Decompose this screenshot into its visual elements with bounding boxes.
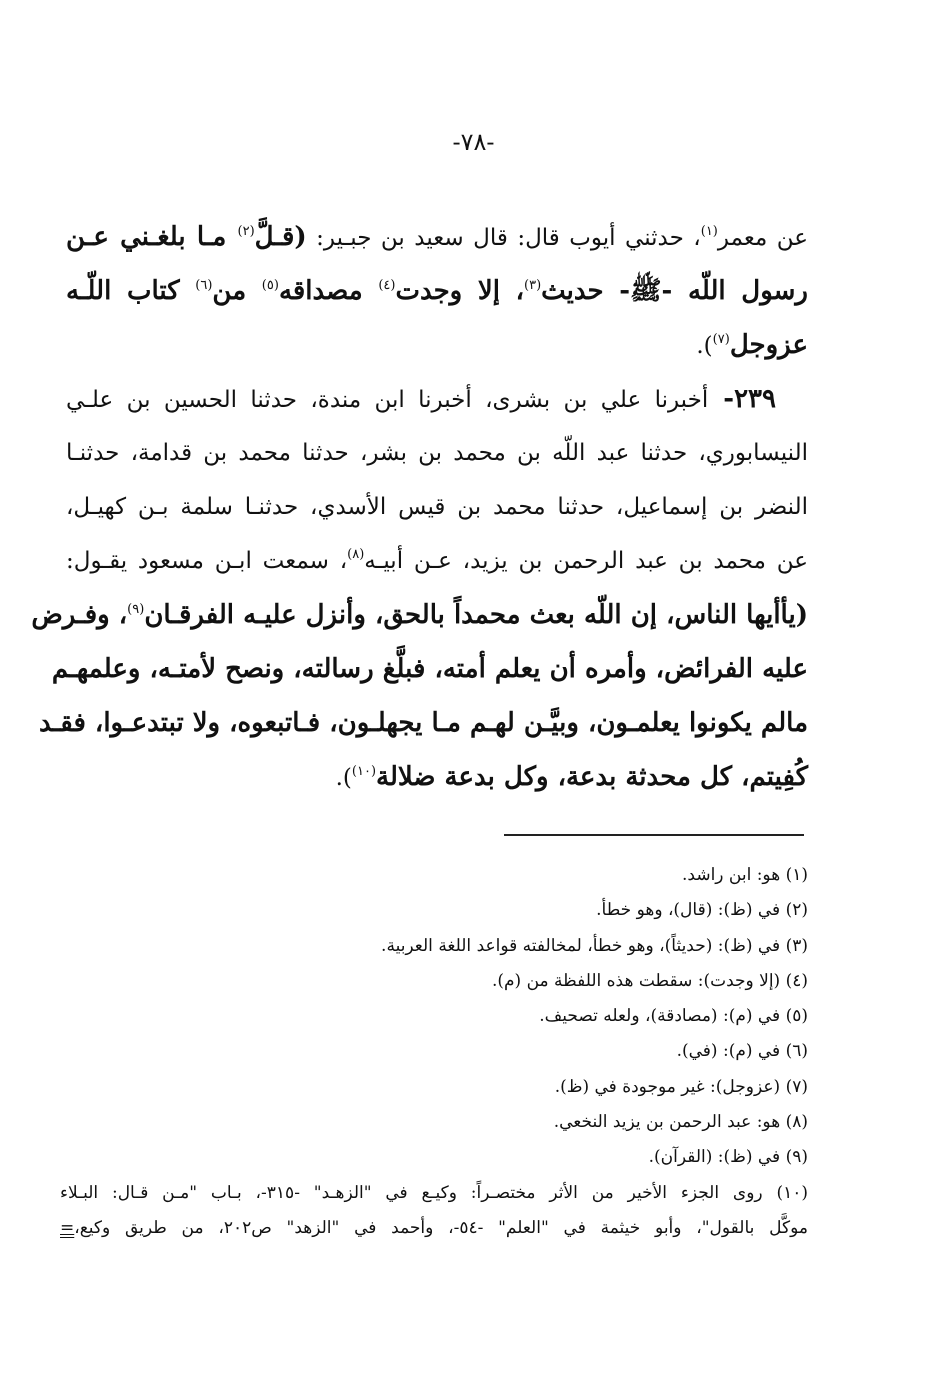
text-line xyxy=(66,318,808,372)
quote-text: (يأأيها الناس، إن اللّه بعث محمداً بالحق، وأنزل عليـه الفرقـان xyxy=(144,600,808,630)
quote-text: عزوجل xyxy=(729,330,808,360)
footnote: (٩) في (ظ): (القرآن). xyxy=(648,1147,808,1168)
quote-text: (قـلَّ xyxy=(254,222,307,252)
footnote: (٦) في (م): (في). xyxy=(676,1041,808,1062)
quote-text: من xyxy=(212,276,262,306)
text-line: النضر بن إسماعيل، حدثنا محمد بن قيس الأسدي، حدثنـا سلمة بـن كهيـل، xyxy=(66,494,808,520)
hadith-number: ٢٣٩ xyxy=(734,384,776,414)
quote-text: ، إلا وجدت xyxy=(395,276,524,306)
continuation-mark: = xyxy=(60,1217,75,1238)
text-line xyxy=(66,210,808,264)
text-run: عن محمد بن عبد الرحمن بن يزيد، عـن أبيـه xyxy=(364,548,808,574)
text-line: عليه الفرائض، وأمره أن يعلم أمته، فبلَّغ رسالته، ونصح لأمتـه، وعلمهـم xyxy=(51,654,808,684)
hadith-dash: - xyxy=(708,384,735,414)
quote-text: مـا بلغـني عـن xyxy=(66,222,238,252)
footnote-ref: (١٠) xyxy=(351,764,377,779)
footnote-ref: (٣) xyxy=(524,278,542,293)
quote-text: كُفِيتم، كل محدثة بدعة، وكل بدعة ضلالة xyxy=(376,762,808,792)
footnotes xyxy=(60,858,808,1246)
footnote-ref: (٧) xyxy=(712,332,730,347)
footnote-continued xyxy=(60,1211,808,1246)
text-run: أخبرنا علي بن بشرى، أخبرنا ابن مندة، حدثنا الحسين بن علـي xyxy=(66,387,709,413)
footnote: (١) هو: ابن راشد. xyxy=(682,865,808,885)
text-line: مالم يكونوا يعلمـون، وبيَّـن لهـم مـا يجهلـون، فـاتبعوه، ولا تبتدعـوا، فقـد xyxy=(39,708,808,738)
footnote-ref: (٩) xyxy=(127,602,145,617)
text-run: عن معمر xyxy=(717,225,808,251)
text-line xyxy=(66,264,808,318)
footnote: (٥) في (م): (مصادقة)، ولعله تصحيف. xyxy=(539,1006,808,1027)
quote-text: مصداقه xyxy=(278,276,379,306)
footnote: (٢) في (ظ): (قال)، وهو خطأ. xyxy=(596,900,808,921)
footnote-ref: (٨) xyxy=(347,547,365,562)
quote-text: ، وفـرض xyxy=(31,600,128,630)
footnote: (٨) هو: عبد الرحمن بن يزيد النخعي. xyxy=(553,1112,808,1133)
text-line xyxy=(66,372,808,426)
text-line xyxy=(31,588,808,642)
footnote-ref: (٦) xyxy=(195,278,213,293)
text-run: ). xyxy=(696,333,713,359)
footnote: (١٠) روى الجزء الأخير من الأثر مختصـراً: وكيـع في "الزهـد" -٣١٥-، بـاب "مـن قـال: البـلاء xyxy=(60,1182,808,1203)
footnote-ref: (١) xyxy=(700,224,718,239)
footnote: (٧) (عزوجل): غير موجودة في (ظ). xyxy=(554,1076,808,1097)
footnote-ref: (٥) xyxy=(261,278,279,293)
page-number: -٧٨- xyxy=(452,128,495,156)
text-run: ، سمعت ابـن مسعود يقـول: xyxy=(66,548,348,574)
footnote-ref: (٤) xyxy=(378,278,396,293)
text-run: ). xyxy=(335,765,352,791)
quote-text: كتاب اللّـه xyxy=(66,276,196,306)
text-run: ، حدثني أيوب قال: قال سعيد بن جبـير: xyxy=(306,225,701,251)
text-line xyxy=(66,534,808,588)
footnote-text: موكَّل بالقول"، وأبو خيثمة في "العلم" -٥٤-، وأحمد في "الزهد" ص٢٠٢، من طريق وكيع، xyxy=(74,1217,808,1238)
footnote: (٣) في (ظ): (حديثاً)، وهو خطأ، لمخالفته قواعد اللغة العربية. xyxy=(381,935,808,956)
text-line xyxy=(66,750,808,804)
text-line: النيسابوري، حدثنا عبد اللّه بن محمد بن بشر، حدثنا محمد بن قدامة، حدثنـا xyxy=(66,440,808,466)
main-text xyxy=(31,210,808,804)
footnote-ref: (٢) xyxy=(237,224,255,239)
quote-text: رسول اللّه -ﷺ- حديث xyxy=(541,276,808,306)
footnote-separator xyxy=(504,834,804,836)
footnote: (٤) (إلا وجدت): سقطت هذه اللفظة من (م). xyxy=(491,970,808,991)
